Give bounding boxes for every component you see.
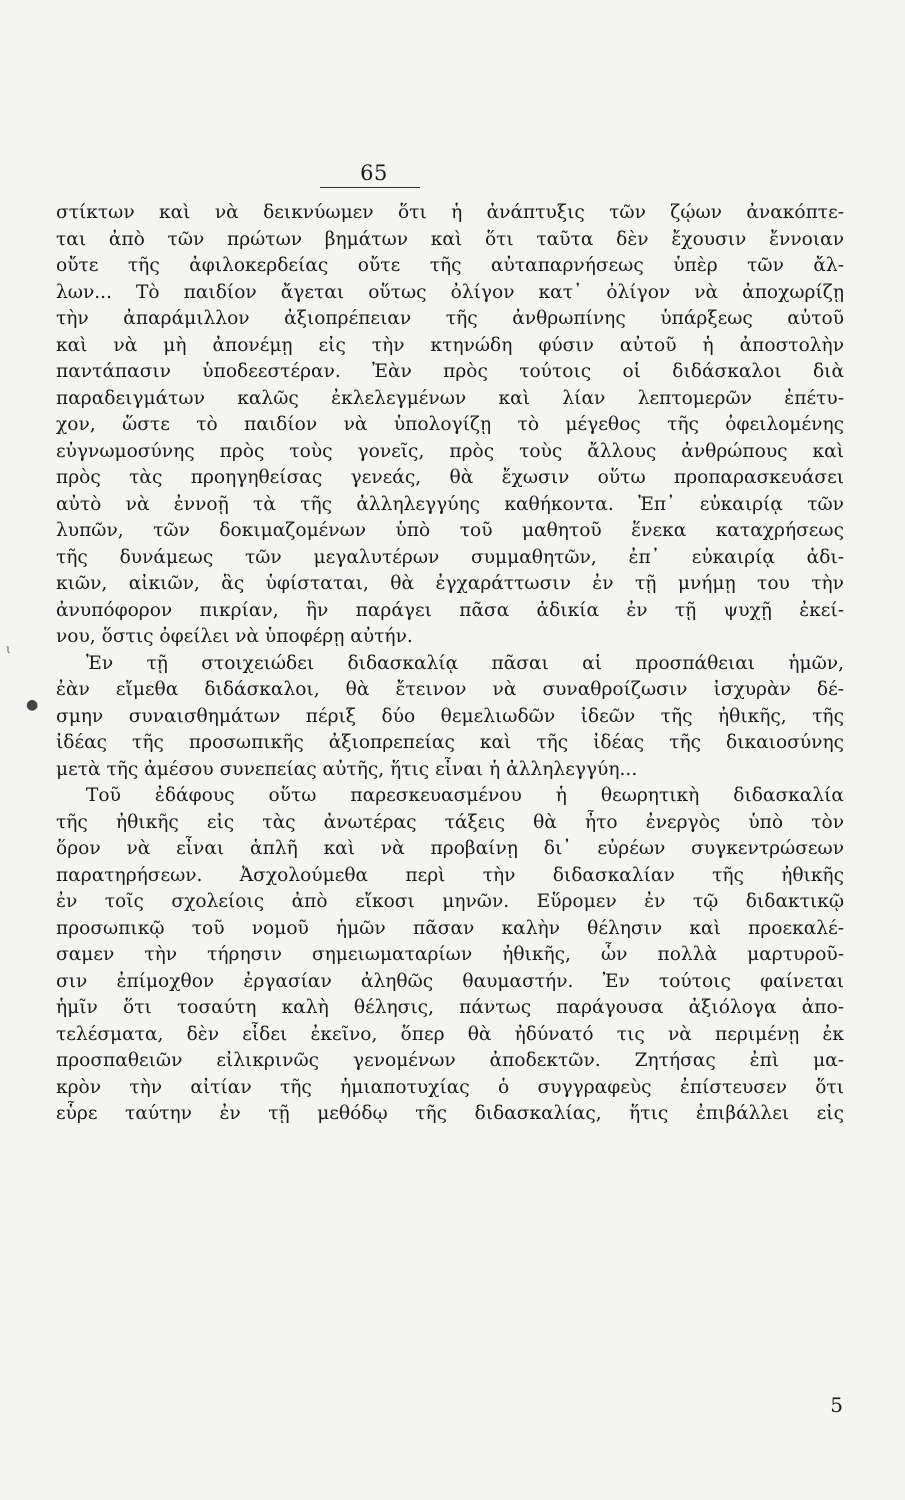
- text-line: ται ἀπὸ τῶν πρώτων βημάτων καὶ ὅτι ταῦτα δὲν ἔχουσιν ἔννοιαν: [56, 228, 844, 250]
- text-line: οὔτε τῆς ἀφιλοκερδείας οὔτε τῆς αὐταπαρνήσεως ὑπὲρ τῶν ἄλ-: [56, 255, 844, 276]
- text-line: παντάπασιν ὑποδεεστέραν. Ἐὰν πρὸς τούτοις οἱ διδάσκαλοι διὰ: [56, 361, 844, 382]
- text-line: σμην συναισθημάτων πέριξ δύο θεμελιωδῶν ἰδεῶν τῆς ἠθικῆς, τῆς: [56, 705, 844, 727]
- page-number: 65: [360, 161, 388, 185]
- text-line: ἐν τοῖς σχολείοις ἀπὸ εἴκοσι μηνῶν. Εὕρομεν ἐν τῷ διδακτικῷ: [56, 891, 844, 912]
- text-line: Ἐν τῇ στοιχειώδει διδασκαλίᾳ πᾶσαι αἱ προσπάθειαι ἡμῶν,: [86, 652, 844, 674]
- text-line: Τοῦ ἐδάφους οὕτω παρεσκευασμένου ἡ θεωρητικὴ διδασκαλία: [86, 785, 844, 806]
- text-line: σαμεν τὴν τήρησιν σημειωματαρίων ἠθικῆς, ὧν πολλὰ μαρτυροῦ-: [56, 944, 844, 965]
- text-line: εὗρε ταύτην ἐν τῇ μεθόδῳ τῆς διδασκαλίας, ἥτις ἐπιβάλλει εἰς: [56, 1103, 844, 1124]
- margin-mark: ι: [6, 642, 11, 656]
- page-number-rule: [320, 187, 420, 188]
- text-line: προσπαθειῶν εἰλικρινῶς γενομένων ἀποδεκτῶν. Ζητήσας ἐπὶ μα-: [56, 1050, 844, 1071]
- text-line: κιῶν, αἰκιῶν, ἃς ὑφίσταται, θὰ ἐγχαράττωσιν ἐν τῇ μνήμῃ του τὴν: [56, 573, 844, 594]
- text-line: στίκτων καὶ νὰ δεικνύωμεν ὅτι ἡ ἀνάπτυξις τῶν ζῴων ἀνακόπτε-: [56, 202, 844, 223]
- body-text: [56, 200, 844, 1128]
- text-line: τῆς δυνάμεως τῶν μεγαλυτέρων συμμαθητῶν, ἐπ᾿ εὐκαιρίᾳ ἀδι-: [56, 546, 844, 568]
- text-line: λυπῶν, τῶν δοκιμαζομένων ὑπὸ τοῦ μαθητοῦ ἕνεκα καταχρήσεως: [56, 520, 844, 541]
- text-line: νου, ὅστις ὀφείλει νὰ ὑποφέρῃ αὐτήν.: [56, 626, 413, 647]
- text-line: λων... Τὸ παιδίον ἄγεται οὕτως ὀλίγον κατ᾿ ὀλίγον νὰ ἀποχωρίζῃ: [56, 281, 844, 303]
- text-line: ὅρον νὰ εἶναι ἁπλῆ καὶ νὰ προβαίνῃ δι᾿ εὐρέων συγκεντρώσεων: [56, 838, 844, 859]
- printer-signature: 5: [830, 1393, 843, 1417]
- text-line: ἐὰν εἴμεθα διδάσκαλοι, θὰ ἔτεινον νὰ συναθροίζωσιν ἰσχυρὰν δέ-: [56, 679, 844, 700]
- text-line: σιν ἐπίμοχθον ἐργασίαν ἀληθῶς θαυμαστήν. Ἐν τούτοις φαίνεται: [56, 970, 844, 992]
- text-line: χον, ὥστε τὸ παιδίον νὰ ὑπολογίζῃ τὸ μέγεθος τῆς ὀφειλομένης: [56, 414, 844, 435]
- text-line: τελέσματα, δὲν εἶδει ἐκεῖνο, ὅπερ θὰ ἠδύνατό τις νὰ περιμένῃ ἐκ: [56, 1023, 844, 1045]
- text-line: εὐγνωμοσύνης πρὸς τοὺς γονεῖς, πρὸς τοὺς ἄλλους ἀνθρώπους καὶ: [56, 440, 844, 462]
- text-line: μετὰ τῆς ἀμέσου συνεπείας αὐτῆς, ἥτις εἶναι ἡ ἀλληλεγγύη...: [56, 758, 638, 780]
- text-line: ἡμῖν ὅτι τοσαύτη καλὴ θέλησις, πάντως παράγουσα ἀξιόλογα ἀπο-: [56, 997, 844, 1018]
- text-line: τὴν ἀπαράμιλλον ἀξιοπρέπειαν τῆς ἀνθρωπίνης ὑπάρξεως αὐτοῦ: [56, 308, 844, 329]
- text-line: ἰδέας τῆς προσωπικῆς ἀξιοπρεπείας καὶ τῆς ἰδέας τῆς δικαιοσύνης: [56, 732, 844, 753]
- text-line: παραδειγμάτων καλῶς ἐκλελεγμένων καὶ λίαν λεπτομερῶν ἐπέτυ-: [56, 387, 844, 409]
- text-line: πρὸς τὰς προηγηθείσας γενεάς, θὰ ἔχωσιν οὕτω προπαρασκευάσει: [56, 467, 844, 488]
- text-line: προσωπικῷ τοῦ νομοῦ ἡμῶν πᾶσαν καλὴν θέλησιν καὶ προεκαλέ-: [56, 917, 844, 939]
- text-line: παρατηρήσεων. Ἀσχολούμεθα περὶ τὴν διδασκαλίαν τῆς ἠθικῆς: [56, 864, 844, 886]
- text-line: κρὸν τὴν αἰτίαν τῆς ἡμιαποτυχίας ὁ συγγραφεὺς ἐπίστευσεν ὅτι: [56, 1076, 844, 1098]
- text-line: καὶ νὰ μὴ ἀπονέμῃ εἰς τὴν κτηνώδη φύσιν αὐτοῦ ἡ ἀποστολὴν: [56, 334, 844, 356]
- margin-dot: ●: [26, 697, 39, 713]
- text-line: ἀνυπόφορον πικρίαν, ἣν παράγει πᾶσα ἀδικία ἐν τῇ ψυχῇ ἐκεί-: [56, 599, 844, 621]
- text-line: αὐτὸ νὰ ἐννοῇ τὰ τῆς ἀλληλεγγύης καθήκοντα. Ἐπ᾿ εὐκαιρίᾳ τῶν: [56, 493, 844, 515]
- text-line: τῆς ἠθικῆς εἰς τὰς ἀνωτέρας τάξεις θὰ ἦτο ἐνεργὸς ὑπὸ τὸν: [56, 811, 844, 833]
